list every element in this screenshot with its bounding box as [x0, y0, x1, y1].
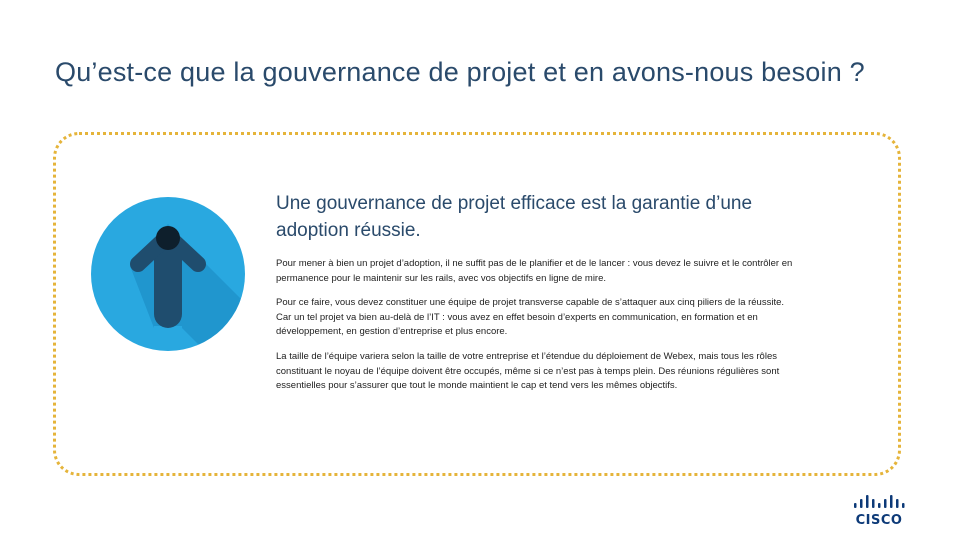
page-title: Qu’est-ce que la gouvernance de projet et en avons-nous besoin ?	[55, 57, 865, 87]
cisco-logo	[850, 494, 906, 526]
up-arrow-icon	[90, 196, 246, 352]
content-block	[276, 190, 800, 404]
cisco-bars-icon	[854, 495, 905, 508]
paragraph-3: La taille de l’équipe variera selon la taille de votre entreprise et l’étendue du déploiement de Webex, mais tous les rôles constituant le noyau de l’équipe doivent être occupés, même si ce n’est pas à temps plein. Des réunions régulières sont essentielles pour s’assurer que tout le monde maintient le cap et tend vers les mêmes objectifs.	[276, 350, 780, 392]
paragraph-1: Pour mener à bien un projet d’adoption, il ne suffit pas de le planifier et de le lancer : vous devez le suivre et le contrôler en permanence pour le maintenir sur les rails, avec vos objectifs en ligne de mire.	[276, 258, 793, 284]
paragraph-2: Pour ce faire, vous devez constituer une équipe de projet transverse capable de s’attaquer aux cinq piliers de la réussite. Car un tel projet va bien au-delà de l’IT : vous avez en effet besoin d’experts en communication, en formation et en développement, en gestion d’entreprise et plus encore.	[276, 297, 785, 338]
headline: Une gouvernance de projet efficace est la garantie d’une adoption réussie.	[276, 193, 753, 241]
logo-text: CISCO	[855, 513, 903, 526]
